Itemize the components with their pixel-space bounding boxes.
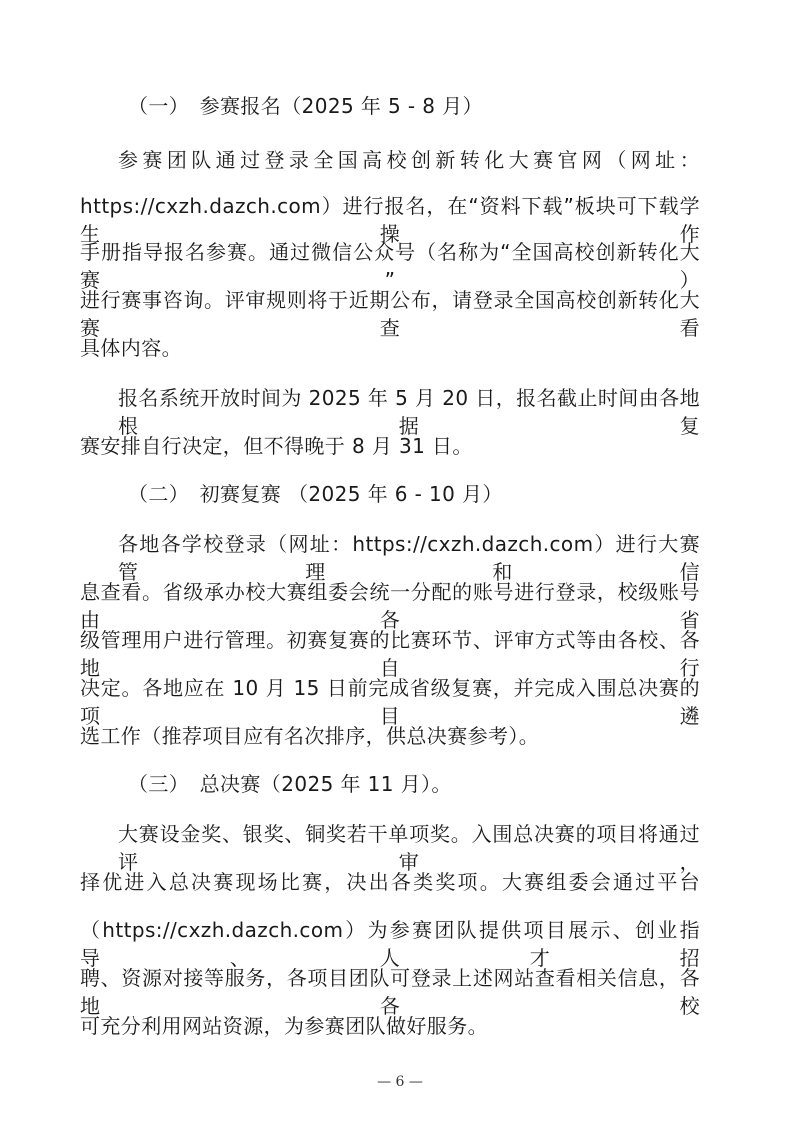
section3-para-line3: （https://cxzh.dazch.com）为参赛团队提供项目展示、创业指导、人才招 [80, 918, 700, 970]
section1-para1-line2: https://cxzh.dazch.com）进行报名，在“资料下载”板块可下载学生操作 [80, 194, 700, 246]
section1-para1-line5: 具体内容。 [80, 336, 182, 360]
section1-para1-line4: 进行赛事咨询。评审规则将于近期公布，请登录全国高校创新转化大赛查看 [80, 288, 700, 340]
section1-para2-line2: 赛安排自行决定，但不得晚于 8 月 31 日。 [80, 434, 473, 458]
section2-para-line4: 决定。各地应在 10 月 15 日前完成省级复赛，并完成入围总决赛的项目遴 [80, 676, 700, 728]
section1-heading: （一） 参赛报名（2025 年 5 - 8 月） [128, 94, 483, 118]
section2-para-line2: 息查看。省级承办校大赛组委会统一分配的账号进行登录，校级账号由各省 [80, 580, 700, 632]
section1-para1-line1: 参赛团队通过登录全国高校创新转化大赛官网（网址： [118, 148, 700, 172]
section3-para-line4: 聘、资源对接等服务，各项目团队可登录上述网站查看相关信息，各地各校 [80, 966, 700, 1018]
section3-para-line5: 可充分利用网站资源，为参赛团队做好服务。 [80, 1014, 488, 1038]
section2-para-line1: 各地各学校登录（网址：https://cxzh.dazch.com）进行大赛管理和信 [118, 532, 700, 584]
section2-heading: （二） 初赛复赛 （2025 年 6 - 10 月） [128, 482, 503, 506]
section3-para-line1: 大赛设金奖、银奖、铜奖若干单项奖。入围总决赛的项目将通过评审， [118, 822, 700, 874]
section2-para-line3: 级管理用户进行管理。初赛复赛的比赛环节、评审方式等由各校、各地自行 [80, 628, 700, 680]
section3-para-line2: 择优进入总决赛现场比赛，决出各类奖项。大赛组委会通过平台 [80, 870, 700, 894]
page-number: — 6 — [377, 1074, 423, 1090]
section2-para-line5: 选工作（推荐项目应有名次排序，供总决赛参考）。 [80, 724, 540, 748]
section3-heading: （三） 总决赛（2025 年 11 月）。 [128, 772, 452, 796]
section1-para1-line3: 手册指导报名参赛。通过微信公众号（名称为“全国高校创新转化大赛”） [80, 240, 700, 292]
section1-para2-line1: 报名系统开放时间为 2025 年 5 月 20 日，报名截止时间由各地根据复 [118, 386, 700, 438]
